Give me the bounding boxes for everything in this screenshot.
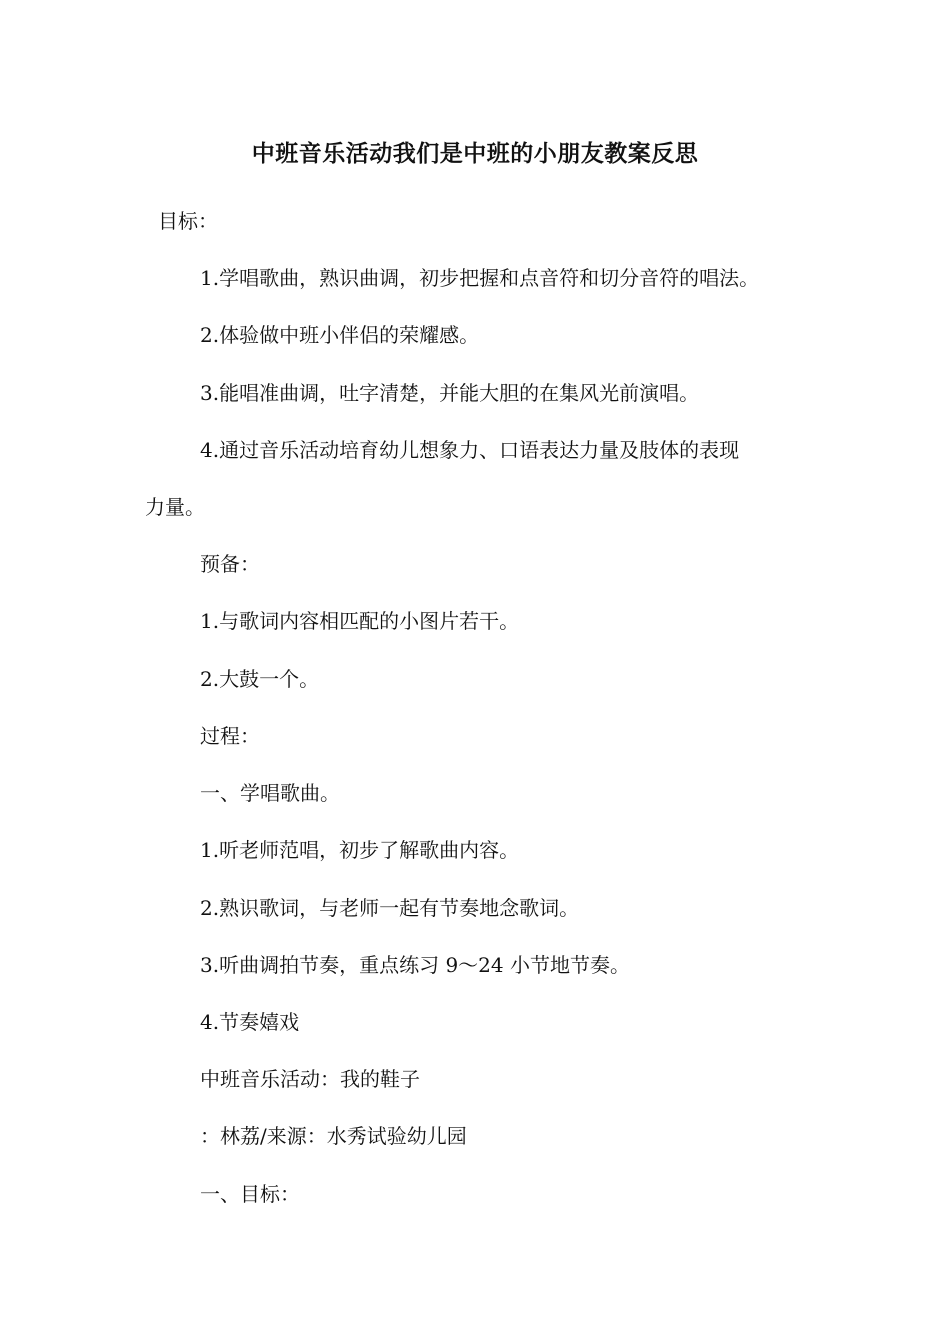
objective-item-3: 3.能唱准曲调，吐字清楚，并能大胆的在集风光前演唱。 (200, 381, 700, 405)
subsection-title: 中班音乐活动：我的鞋子 (200, 1067, 420, 1091)
document-title: 中班音乐活动我们是中班的小朋友教案反思 (251, 140, 699, 167)
subsection-objectives-heading: 一、目标： (200, 1182, 300, 1206)
process-item-3: 3.听曲调拍节奏，重点练习 9～24 小节地节奏。 (200, 953, 630, 977)
objective-item-4: 4.通过音乐活动培育幼儿想象力、口语表达力量及肢体的表现 (200, 438, 740, 462)
section-heading-preparation: 预备： (200, 552, 260, 576)
process-step-heading: 一、学唱歌曲。 (200, 781, 340, 805)
objective-item-1: 1.学唱歌曲，熟识曲调，初步把握和点音符和切分音符的唱法。 (200, 266, 760, 290)
process-item-2: 2.熟识歌词，与老师一起有节奏地念歌词。 (200, 896, 580, 920)
objective-item-4-continued: 力量。 (145, 495, 205, 519)
section-heading-objectives: 目标： (158, 209, 218, 233)
author-source-line: ：林荔/来源：水秀试验幼儿园 (200, 1124, 467, 1148)
section-heading-process: 过程： (200, 724, 260, 748)
process-item-1: 1.听老师范唱，初步了解歌曲内容。 (200, 838, 520, 862)
objective-item-2: 2.体验做中班小伴侣的荣耀感。 (200, 323, 480, 347)
preparation-item-2: 2.大鼓一个。 (200, 667, 320, 691)
process-item-4: 4.节奏嬉戏 (200, 1010, 300, 1034)
preparation-item-1: 1.与歌词内容相匹配的小图片若干。 (200, 609, 520, 633)
